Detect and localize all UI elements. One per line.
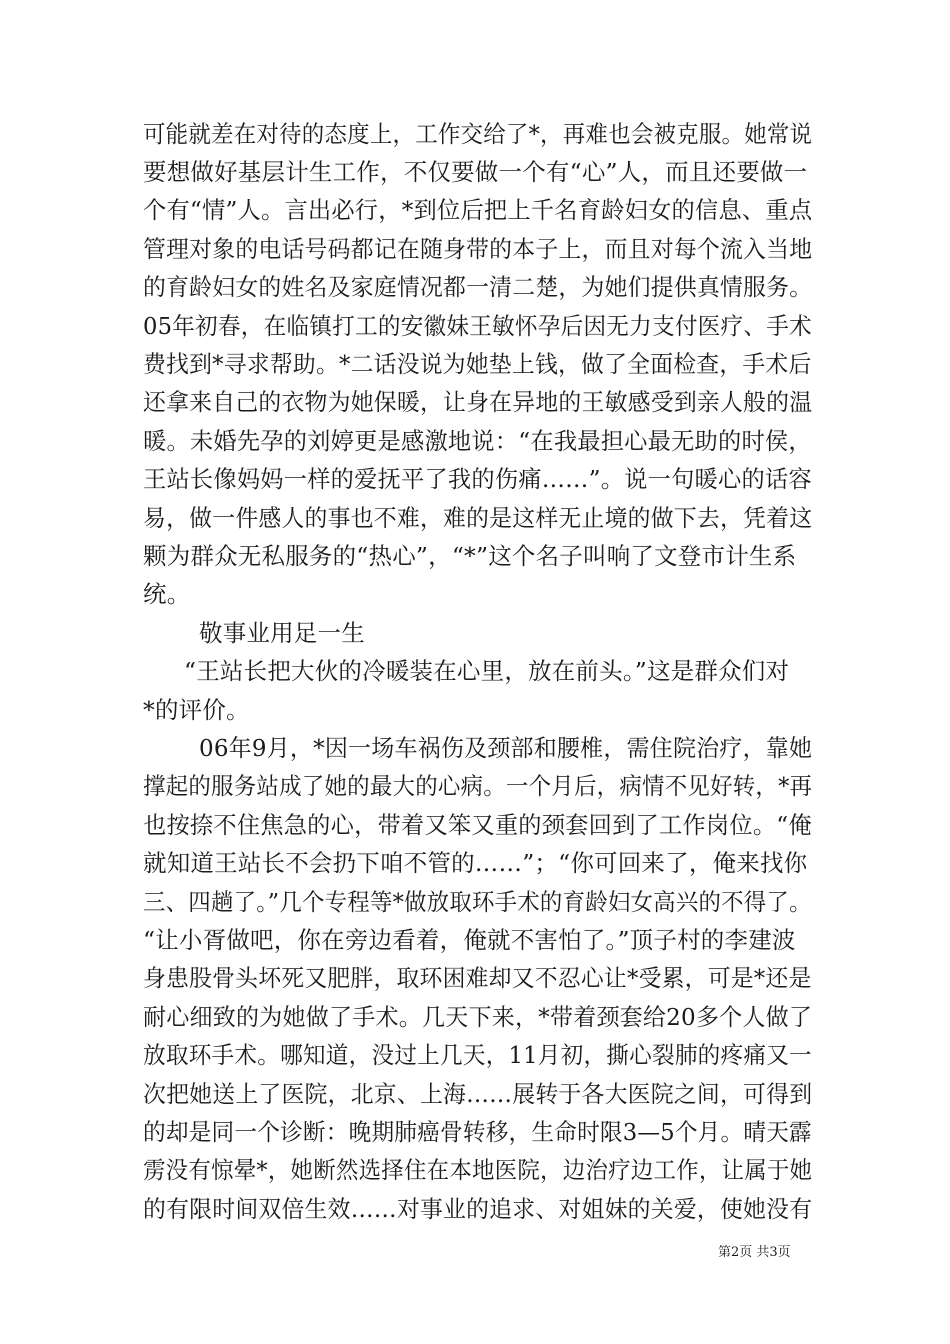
body-text-line: 易，做一件感人的事也不难，难的是这样无止境的做下去，凭着这 bbox=[143, 504, 813, 532]
body-text-line: 身患股骨头坏死又肥胖，取环困难却又不忍心让*受累，可是*还是 bbox=[143, 964, 812, 992]
body-text-line: *的评价。 bbox=[143, 696, 250, 724]
body-text-line: 就知道王站长不会扔下咱不管的……”；“你可回来了，俺来找你 bbox=[143, 849, 808, 877]
body-text-line: 要想做好基层计生工作，不仅要做一个有“心”人，而且还要做一 bbox=[143, 158, 808, 186]
body-text-line: 次把她送上了医院，北京、上海……展转于各大医院之间，可得到 bbox=[143, 1080, 813, 1108]
body-text-line: 暖。未婚先孕的刘婷更是感激地说：“在我最担心最无助的时侯， bbox=[143, 427, 812, 455]
body-text-line: 的有限时间双倍生效……对事业的追求、对姐妹的关爱，使她没有 bbox=[143, 1195, 813, 1223]
body-text-line: 还拿来自己的衣物为她保暖，让身在异地的王敏感受到亲人般的温 bbox=[143, 388, 813, 416]
body-text-line: 撑起的服务站成了她的最大的心病。一个月后，病情不见好转，*再 bbox=[143, 772, 813, 800]
body-text-line: 05年初春，在临镇打工的安徽妹王敏怀孕后因无力支付医疗、手术 bbox=[143, 312, 812, 340]
body-text-line: 管理对象的电话号码都记在随身带的本子上，而且对每个流入当地 bbox=[143, 235, 813, 263]
body-text-line: 也按捺不住焦急的心，带着又笨又重的颈套回到了工作岗位。“俺 bbox=[143, 811, 812, 839]
body-text-line: 王站长像妈妈一样的爱抚平了我的伤痛……”。说一句暖心的话容 bbox=[143, 465, 812, 493]
body-text-line: “王站长把大伙的冷暖装在心里，放在前头。”这是群众们对 bbox=[184, 657, 790, 685]
body-text-line: 放取环手术。哪知道，没过上几天，11月初，撕心裂肺的疼痛又一 bbox=[143, 1041, 812, 1069]
body-text-line: 三、四趟了。”几个专程等*做放取环手术的育龄妇女高兴的不得了。 bbox=[143, 888, 812, 916]
body-text-line: 可能就差在对待的态度上，工作交给了*，再难也会被克服。她常说 bbox=[143, 120, 813, 148]
body-text-line: 耐心细致的为她做了手术。几天下来，*带着颈套给20多个人做了 bbox=[143, 1003, 813, 1031]
body-text-line: 颗为群众无私服务的“热心”，“*”这个名子叫响了文登市计生系 bbox=[143, 542, 797, 570]
body-text-line: 06年9月，*因一场车祸伤及颈部和腰椎，需住院治疗，靠她 bbox=[199, 734, 813, 762]
section-heading: 敬事业用足一生 bbox=[199, 619, 365, 647]
body-text-line: “让小胥做吧，你在旁边看着，俺就不害怕了。”顶子村的李建波 bbox=[143, 926, 796, 954]
body-text-line: 雳没有惊晕*，她断然选择住在本地医院，边治疗边工作，让属于她 bbox=[143, 1156, 813, 1184]
body-text-line: 的却是同一个诊断：晚期肺癌骨转移，生命时限3—5个月。晴天霹 bbox=[143, 1118, 812, 1146]
body-text-line: 的育龄妇女的姓名及家庭情况都一清二楚，为她们提供真情服务。 bbox=[143, 273, 813, 301]
page-number-footer: 第2页 共3页 bbox=[718, 1245, 791, 1260]
body-text-line: 费找到*寻求帮助。*二话没说为她垫上钱，做了全面检查，手术后 bbox=[143, 350, 812, 378]
body-text-line: 统。 bbox=[143, 580, 191, 608]
body-text-line: 个有“情”人。言出必行，*到位后把上千名育龄妇女的信息、重点 bbox=[143, 196, 813, 224]
